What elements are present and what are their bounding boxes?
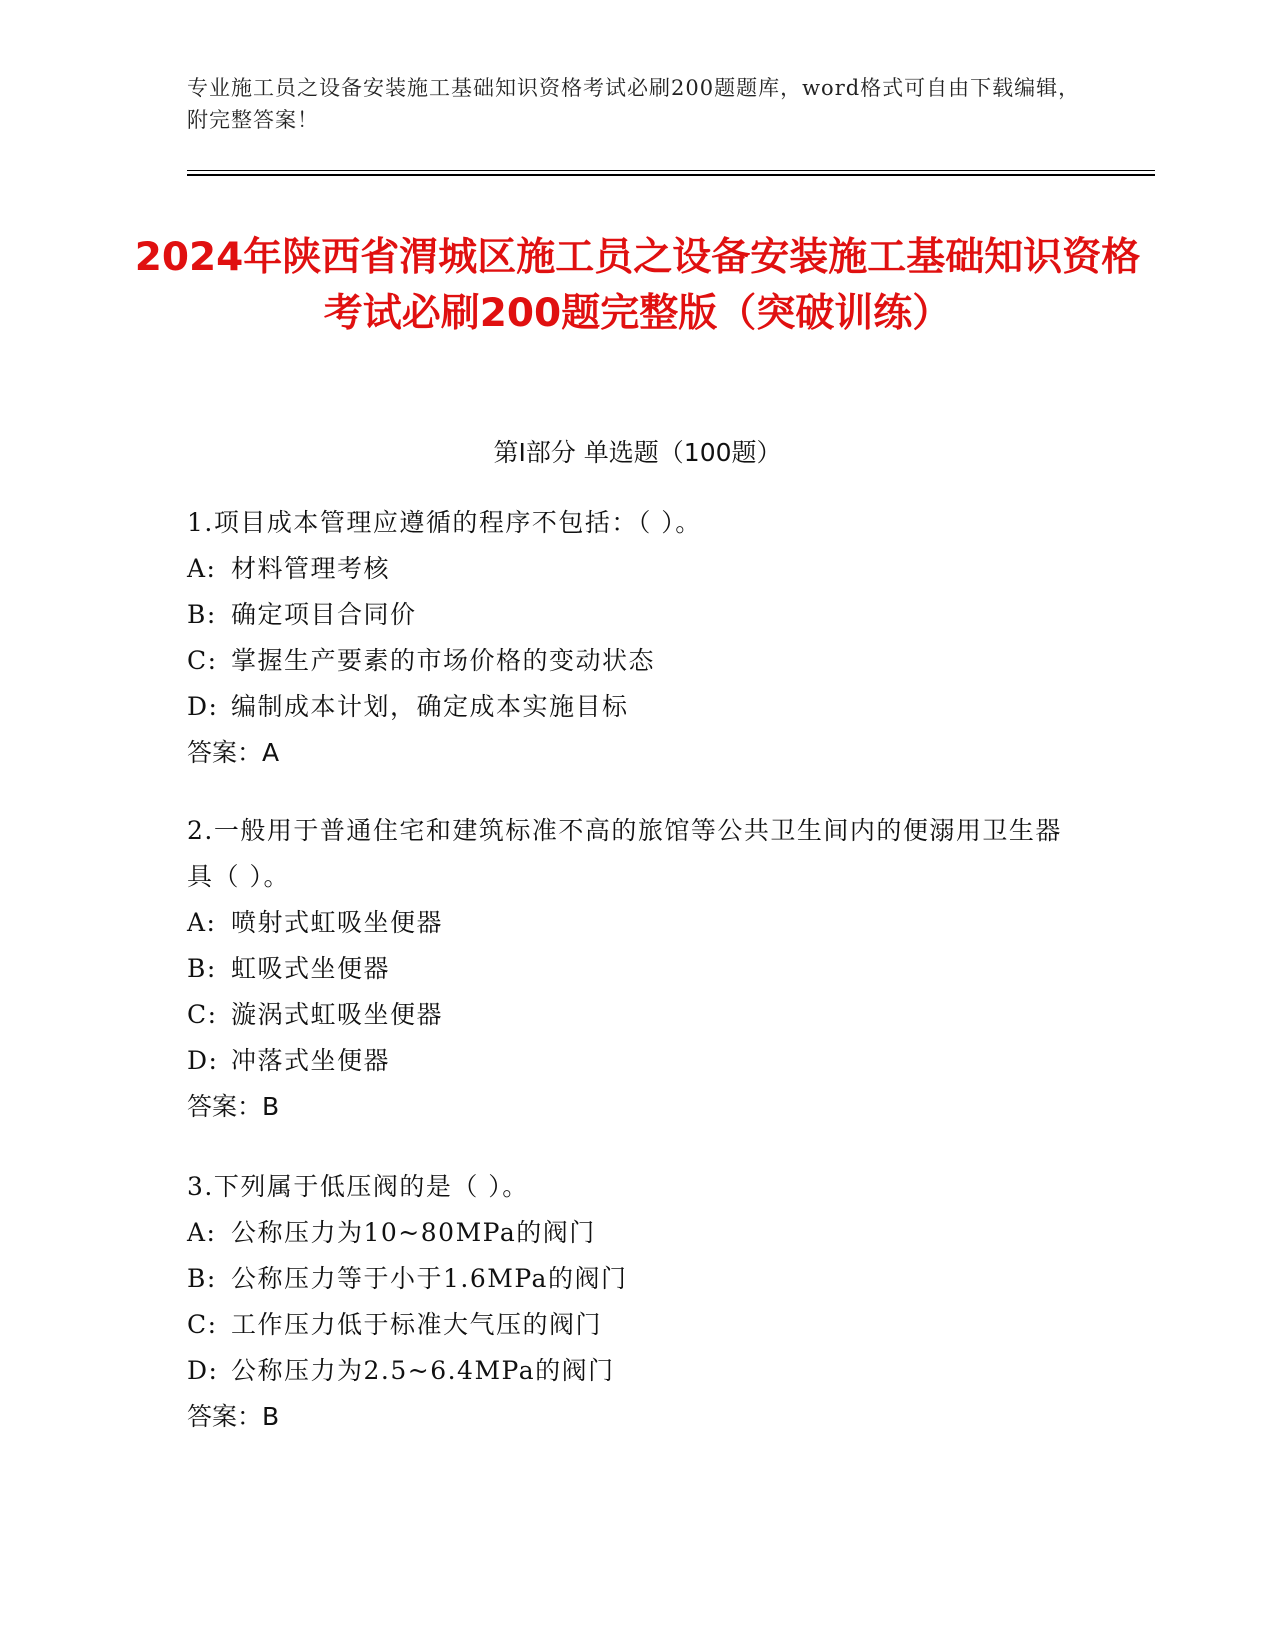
option-letter: B:	[187, 1264, 217, 1293]
option-text: 虹吸式坐便器	[231, 954, 391, 983]
question-1	[187, 500, 1087, 776]
option-letter: C:	[187, 1310, 218, 1339]
answer: 答案：A	[187, 738, 280, 767]
option-letter: A:	[187, 908, 217, 937]
option-letter: A:	[187, 1218, 217, 1247]
question-3	[187, 1164, 1087, 1440]
option-letter: B:	[187, 954, 217, 983]
option-text: 确定项目合同价	[231, 600, 417, 629]
option-text: 公称压力为10~80MPa的阀门	[231, 1218, 596, 1247]
question-stem: 2.一般用于普通住宅和建筑标准不高的旅馆等公共卫生间内的便溺用卫生器具（ ）。	[187, 816, 1062, 891]
option-text: 冲落式坐便器	[231, 1046, 391, 1075]
option-text: 掌握生产要素的市场价格的变动状态	[231, 646, 656, 675]
option-letter: C:	[187, 646, 218, 675]
option-text: 喷射式虹吸坐便器	[231, 908, 444, 937]
option-letter: D:	[187, 1356, 219, 1385]
question-stem: 1.项目成本管理应遵循的程序不包括：（ ）。	[187, 508, 702, 537]
option-letter: B:	[187, 600, 217, 629]
option-c	[187, 1302, 1087, 1348]
option-letter: C:	[187, 1000, 218, 1029]
header-note: 专业施工员之设备安装施工基础知识资格考试必刷200题题库，word格式可自由下载编辑，附完整答案！	[187, 76, 1081, 132]
question-stem: 3.下列属于低压阀的是（ ）。	[187, 1172, 529, 1201]
option-d	[187, 1348, 1087, 1394]
option-letter: D:	[187, 692, 219, 721]
document-title: 2024年陕西省渭城区施工员之设备安装施工基础知识资格考试必刷200题完整版（突破训练）	[134, 235, 1141, 336]
option-d	[187, 1038, 1087, 1084]
answer: 答案：B	[187, 1092, 280, 1121]
question-2	[187, 808, 1087, 1130]
answer: 答案：B	[187, 1402, 280, 1431]
option-text: 材料管理考核	[231, 554, 391, 583]
option-b	[187, 946, 1087, 992]
option-text: 公称压力为2.5~6.4MPa的阀门	[231, 1356, 615, 1385]
header-divider-thick	[187, 174, 1155, 176]
option-c	[187, 638, 1087, 684]
option-d	[187, 684, 1087, 730]
option-text: 编制成本计划，确定成本实施目标	[231, 692, 629, 721]
option-text: 公称压力等于小于1.6MPa的阀门	[231, 1264, 628, 1293]
option-b	[187, 592, 1087, 638]
header-divider-thin	[187, 170, 1155, 171]
option-a	[187, 900, 1087, 946]
option-a	[187, 1210, 1087, 1256]
option-text: 漩涡式虹吸坐便器	[231, 1000, 444, 1029]
option-letter: A:	[187, 554, 217, 583]
option-text: 工作压力低于标准大气压的阀门	[231, 1310, 603, 1339]
option-b	[187, 1256, 1087, 1302]
option-letter: D:	[187, 1046, 219, 1075]
option-c	[187, 992, 1087, 1038]
option-a	[187, 546, 1087, 592]
section-title: 第I部分 单选题（100题）	[493, 438, 782, 467]
